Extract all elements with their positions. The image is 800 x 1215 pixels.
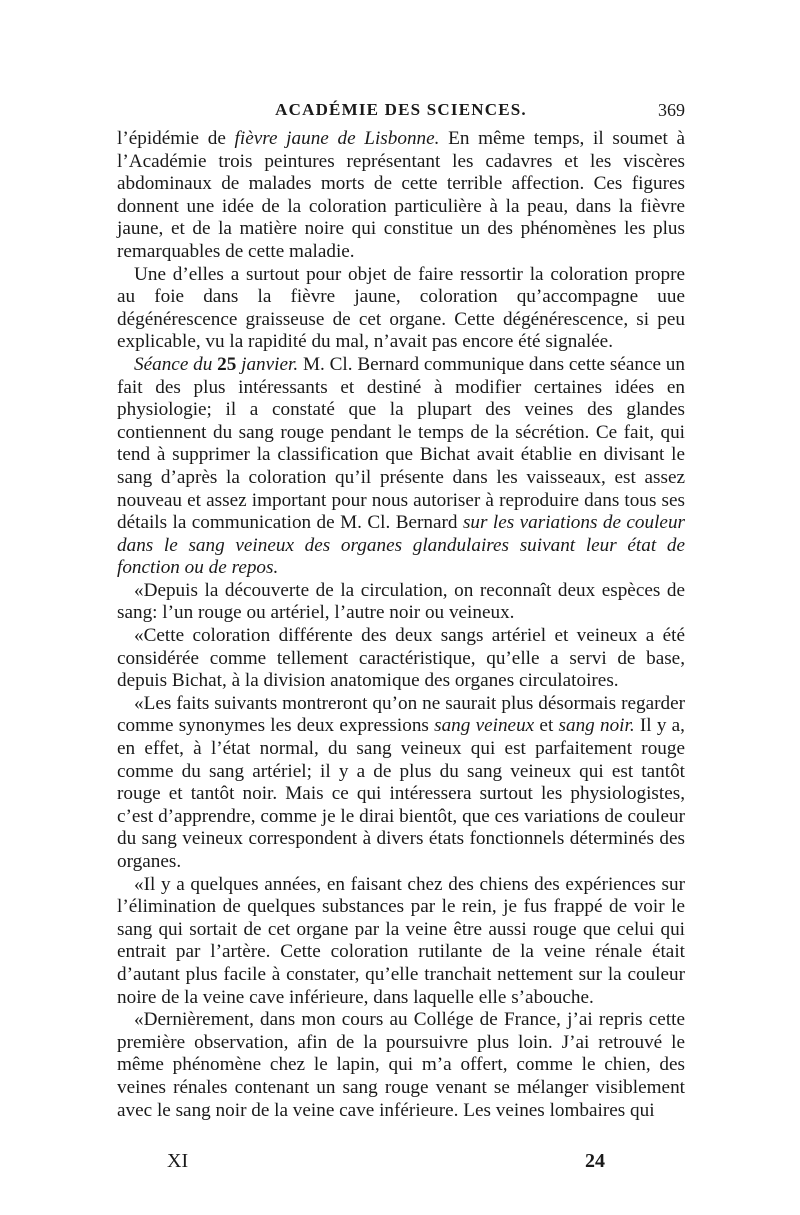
page-number: 369	[658, 100, 685, 120]
sheet-number: 24	[585, 1150, 605, 1172]
italic-run: sang veineux	[434, 715, 535, 737]
bold-run: 25	[217, 353, 237, 375]
text-run: «Il y a quelques années, en faisant chez des chiens des expériences sur l’élimination de quelques substances par le rein, je fus frappé de voir le sang qui sortait de cet organe par la veine être aussi rouge que celui qui entrait par l’artère. Cette coloration rutilante de la veine rénale était d’autant plus facile à constater, qu’elle tranchait nettement sur la couleur noire de la veine cave inférieure, dans laquelle elle s’abouche.	[117, 873, 685, 1008]
paragraph	[117, 580, 685, 625]
paragraph	[117, 264, 685, 354]
paragraph	[117, 1009, 685, 1122]
italic-run: janvier.	[236, 353, 299, 375]
italic-run: Séance du	[134, 353, 218, 375]
text-run: En même temps, il soumet à l’Académie trois peintures représentant les cadavres et les viscères abdominaux de malades morts de cette terrible affection. Ces figures donnent une idée de la coloration particulière à la peau, dans la fièvre jaune, et de la matière noire qui constitue un des phénomènes les plus remarquables de cette maladie.	[117, 128, 685, 262]
header-title: ACADÉMIE DES SCIENCES.	[275, 100, 527, 119]
text-run: l’épidémie de	[117, 128, 235, 149]
text-run: et	[534, 715, 559, 737]
paragraph	[117, 693, 685, 874]
paragraph	[117, 354, 685, 580]
running-header	[117, 100, 685, 124]
italic-run: fièvre jaune de Lisbonne.	[234, 128, 440, 149]
italic-run: sang noir.	[558, 715, 635, 737]
text-run: «Dernièrement, dans mon cours au Collége de France, j’ai repris cette première observation, afin de la poursuivre plus loin. J’ai retrouvé le même phénomène chez le lapin, qui m’a offert, comme le chien, des veines rénales contenant un sang rouge venant se mélanger visiblement avec le sang noir de la veine cave inférieure. Les veines lombaires qui	[117, 1009, 685, 1121]
italic-run: sur les variations de couleur dans le sang veineux des organes glandulaires suivant leur état de fonction ou de repos.	[117, 512, 686, 579]
paragraph	[117, 874, 685, 1010]
signature-mark: XI	[167, 1150, 189, 1172]
body-text	[117, 128, 685, 1122]
text-run: «Les faits suivants montreront qu’on ne saurait plus désormais regarder comme synonymes les deux expressions	[117, 692, 685, 737]
page-footer	[117, 1150, 685, 1176]
text-run: «Cette coloration différente des deux sangs artériel et veineux a été considérée comme tellement caractéristique, qu’elle a servi de base, depuis Bichat, à la division anatomique des organes circulatoires.	[117, 625, 685, 692]
text-run: «Depuis la découverte de la circulation, on reconnaît deux espèces de sang: l’un rouge ou artériel, l’autre noir ou veineux.	[117, 579, 685, 624]
paragraph	[117, 128, 685, 264]
paragraph	[117, 625, 685, 693]
text-run: Il y a, en effet, à l’état normal, du sang veineux qui est parfaitement rouge comme du sang artériel; il y a de plus du sang veineux qui est tantôt rouge et tantôt noir. Mais ce qui intéressera surtout les physiologistes, c’est d’apprendre, comme je le dirai bientôt, que ces variations de couleur du sang veineux correspondent à divers états fonctionnels déterminés des organes.	[117, 715, 685, 872]
text-run: Une d’elles a surtout pour objet de faire ressortir la coloration propre au foie dans la fièvre jaune, coloration qu’accompagne uue dégénérescence graisseuse de cet organe. Cette dégénérescence, si peu explicable, vu la rapidité du mal, n’avait pas encore été signalée.	[117, 263, 685, 353]
text-run: M. Cl. Bernard communique dans cette séance un fait des plus intéressants et destiné à modifier certaines idées en physiologie; il a constaté que la plupart des veines des glandes contiennent du sang rouge pendant le temps de la sécrétion. Ce fait, qui tend à supprimer la classification que Bichat avait établie en divisant le sang d’après la coloration qu’il présente dans les vaisseaux, est assez nouveau et assez important pour nous autoriser à reproduire dans tous ses détails la communication de M. Cl. Bernard	[117, 353, 685, 534]
